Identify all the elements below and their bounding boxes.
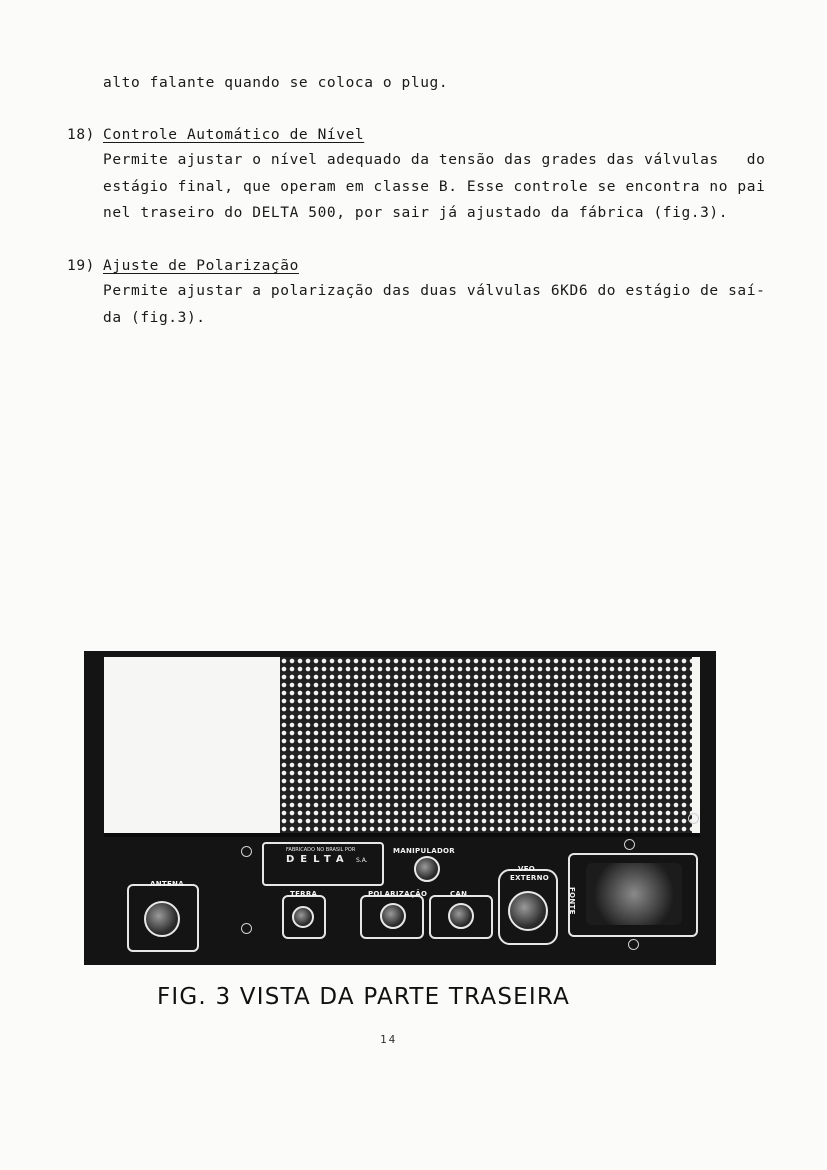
cover-edge xyxy=(104,833,700,837)
terra-label: TERRA xyxy=(290,890,318,898)
polarizacao-label: POLARIZAÇÃO xyxy=(368,890,428,898)
vfo-label: VFO xyxy=(518,865,536,873)
plate-suffix-text: S.A. xyxy=(356,857,368,864)
item-18-heading: Controle Automático de Nível xyxy=(103,127,365,143)
polarizacao-knob xyxy=(380,903,406,929)
plate-brand-text: DELTA xyxy=(286,854,350,865)
item-18-number: 18) xyxy=(67,127,95,143)
item-18-line-3: nel traseiro do DELTA 500, por sair já ajustado da fábrica (fig.3). xyxy=(103,205,729,221)
item-18-line-2: estágio final, que operam em classe B. Esse controle se encontra no pai xyxy=(103,179,766,195)
antena-label: ANTENA xyxy=(150,880,184,888)
vfo-connector xyxy=(508,891,548,931)
fonte-label: FONTE xyxy=(568,887,576,915)
externo-label: EXTERNO xyxy=(510,874,550,882)
item-19-heading: Ajuste de Polarização xyxy=(103,258,299,274)
manipulador-label: MANIPULADOR xyxy=(393,847,455,855)
page-number: 14 xyxy=(380,1033,398,1046)
terra-terminal xyxy=(292,906,314,928)
screw xyxy=(241,923,252,934)
manufacturer-plate xyxy=(262,842,384,886)
can-knob xyxy=(448,903,474,929)
power-socket xyxy=(586,863,682,925)
figure-caption: FIG. 3 VISTA DA PARTE TRASEIRA xyxy=(157,984,571,1010)
screw xyxy=(624,839,635,850)
screw xyxy=(628,939,639,950)
item-18-line-1: Permite ajustar o nível adequado da tensão das grades das válvulas do xyxy=(103,152,766,168)
screw xyxy=(241,846,252,857)
item-19-line-2: da (fig.3). xyxy=(103,310,206,326)
manipulador-jack xyxy=(414,856,440,882)
can-label: CAN xyxy=(450,890,468,898)
item-19-number: 19) xyxy=(67,258,95,274)
screw xyxy=(688,813,699,824)
item-19-line-1: Permite ajustar a polarização das duas válvulas 6KD6 do estágio de saí- xyxy=(103,283,766,299)
intro-line: alto falante quando se coloca o plug. xyxy=(103,75,449,91)
rear-panel-photo xyxy=(84,651,716,965)
ventilation-grille xyxy=(280,657,692,833)
antenna-connector xyxy=(144,901,180,937)
plate-top-text: FABRICADO NO BRASIL POR xyxy=(286,847,356,853)
